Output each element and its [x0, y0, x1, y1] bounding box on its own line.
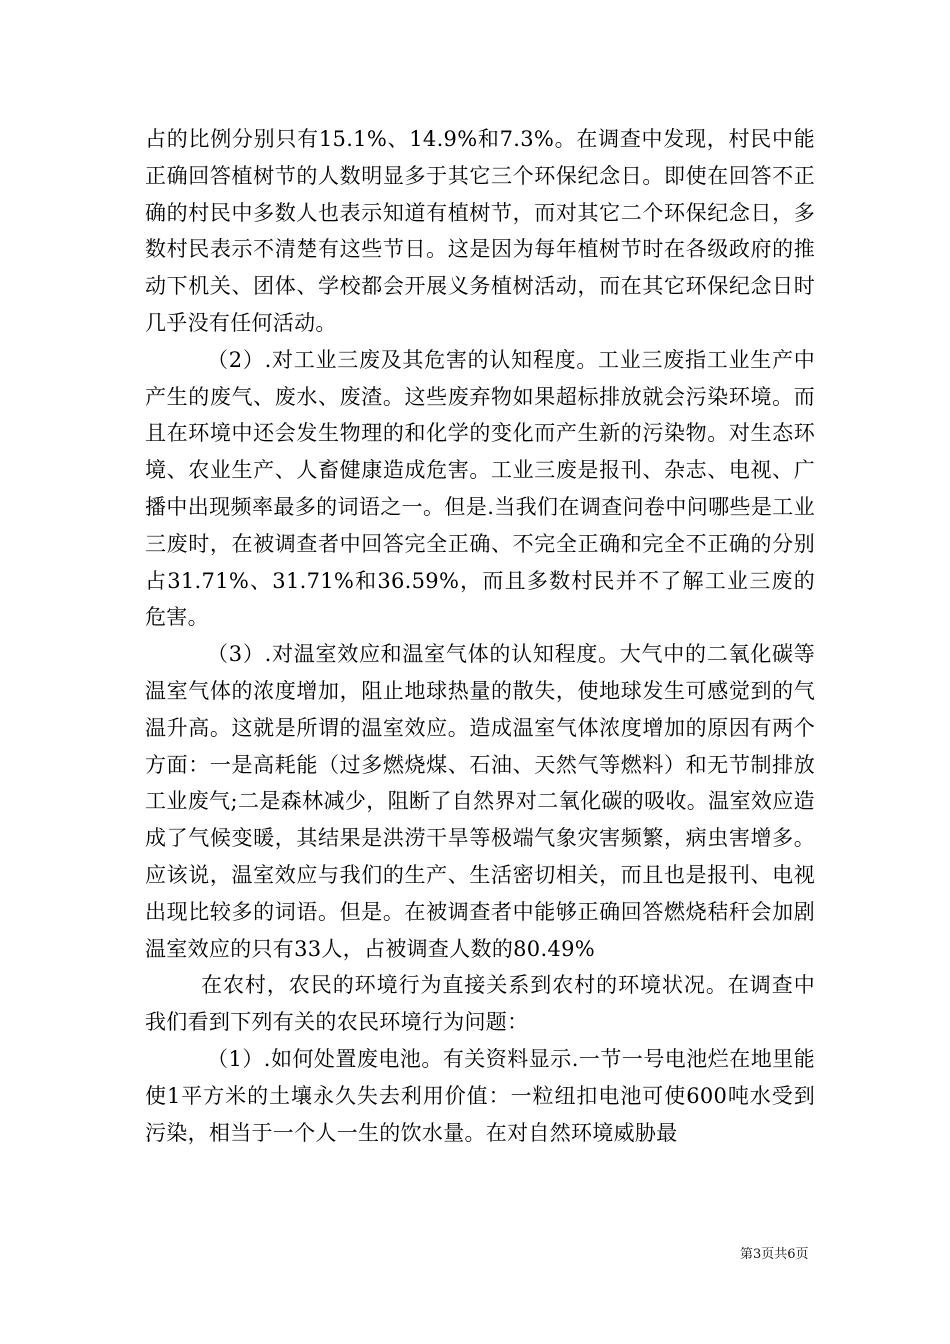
document-body: [145, 121, 815, 1151]
paragraph-industrial-waste: （2）.对工业三废及其危害的认知程度。工业三废指工业生产中产生的废气、废水、废渣。这些废弃物如果超标排放就会污染环境。而且在环境中还会发生物理的和化学的变化而产生新的污染物。对生态环境、农业生产、人畜健康造成危害。工业三废是报刊、杂志、电视、广播中出现频率最多的词语之一。但是.当我们在调查问卷中问哪些是工业三废时，在被调查者中回答完全正确、不完全正确和完全不正确的分别占31.71%、31.71%和36.59%，而且多数村民并不了解工业三废的危害。: [145, 347, 815, 630]
paragraph-environmental-behavior: 在农村，农民的环境行为直接关系到农村的环境状况。在调查中我们看到下列有关的农民环境行为问题：: [145, 973, 815, 1035]
paragraph-greenhouse-effect: （3）.对温室效应和温室气体的认知程度。大气中的二氧化碳等温室气体的浓度增加，阻止地球热量的散失，使地球发生可感觉到的气温升高。这就是所谓的温室效应。造成温室气体浓度增加的原因有两个方面：一是高耗能（过多燃烧煤、石油、天然气等燃料）和无节制排放工业废气;二是森林减少，阻断了自然界对二氧化碳的吸收。温室效应造成了气候变暖，其结果是洪涝干旱等极端气象灾害频繁，病虫害增多。应该说，温室效应与我们的生产、生活密切相关，而且也是报刊、电视出现比较多的词语。但是。在被调查者中能够正确回答燃烧秸秆会加剧温室效应的只有33人，占被调查人数的80.49%: [145, 642, 815, 961]
paragraph-waste-batteries: （1）.如何处置废电池。有关资料显示.一节一号电池烂在地里能使1平方米的土壤永久失去利用价值：一粒纽扣电池可使600吨水受到污染，相当于一个人一生的饮水量。在对自然环境威胁最: [145, 1046, 815, 1145]
paragraph-survey-awareness-days: 占的比例分别只有15.1%、14.9%和7.3%。在调查中发现，村民中能正确回答植树节的人数明显多于其它三个环保纪念日。即使在回答不正确的村民中多数人也表示知道有植树节，而对其它二个环保纪念日，多数村民表示不清楚有这些节日。这是因为每年植树节时在各级政府的推动下机关、团体、学校都会开展义务植树活动，而在其它环保纪念日时几乎没有任何活动。: [145, 127, 815, 335]
page-number-footer: 第3页共6页: [740, 1247, 809, 1262]
